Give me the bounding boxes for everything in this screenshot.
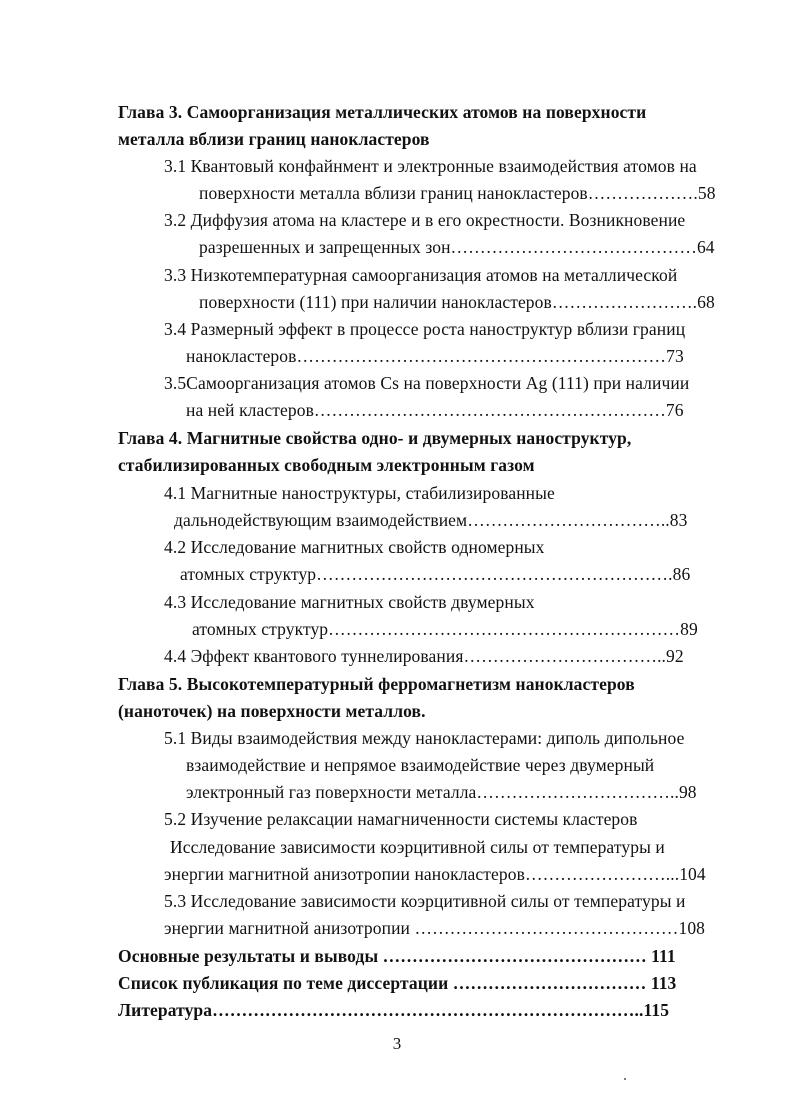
section-5-1-line-2: взаимодействие и непрямое взаимодействие через двумерный bbox=[186, 755, 655, 775]
literature-entry: Литература………………………………………………………………..115 bbox=[118, 1000, 670, 1020]
section-3-4-line-2: нанокластеров………………………………………………………73 bbox=[186, 346, 684, 366]
section-3-2-line-1: 3.2 Диффузия атома на кластере и в его окрестности. Возникновение bbox=[164, 210, 686, 230]
chapter-4-title-line-1: Глава 4. Магнитные свойства одно- и двумерных наноструктур, bbox=[118, 428, 632, 448]
section-3-2-line-2: разрешенных и запрещенных зон……………………………………64 bbox=[199, 237, 715, 257]
section-3-5-line-1: 3.5Самоорганизация атомов Cs на поверхности Ag (111) при наличии bbox=[164, 373, 690, 393]
section-3-4-line-1: 3.4 Размерный эффект в процессе роста наноструктур вблизи границ bbox=[164, 319, 686, 339]
section-3-1-line-1: 3.1 Квантовый конфайнмент и электронные взаимодействия атомов на bbox=[164, 156, 697, 176]
section-5-3-line-2: энергии магнитной анизотропии ………………………………………108 bbox=[164, 918, 706, 938]
section-5-2-line-1: 5.2 Изучение релаксации намагниченности системы кластеров bbox=[164, 809, 638, 829]
section-4-3-line-1: 4.3 Исследование магнитных свойств двумерных bbox=[164, 592, 535, 612]
section-3-1-line-2: поверхности металла вблизи границ нанокластеров……………….58 bbox=[199, 183, 716, 203]
section-4-2-line-1: 4.2 Исследование магнитных свойств одномерных bbox=[164, 537, 545, 557]
section-3-3-line-2: поверхности (111) при наличии нанокластеров…………………….68 bbox=[199, 292, 715, 312]
section-4-3-line-2: атомных структур……………………………………………………89 bbox=[192, 619, 698, 639]
section-4-2-line-2: атомных структур…………………………………………………….86 bbox=[180, 564, 691, 584]
section-4-1-line-1: 4.1 Магнитные наноструктуры, стабилизированные bbox=[164, 483, 555, 503]
chapter-3-title-line-2: металла вблизи границ нанокластеров bbox=[118, 129, 430, 149]
section-5-1-line-3: электронный газ поверхности металла……………………………..98 bbox=[186, 782, 697, 802]
chapter-5-title-line-1: Глава 5. Высокотемпературный ферромагнетизм нанокластеров bbox=[118, 674, 635, 694]
section-4-4-line-1: 4.4 Эффект квантового туннелирования……………………………..92 bbox=[164, 646, 684, 666]
publications-entry: Список публикация по теме диссертации …………………………… 113 bbox=[118, 973, 677, 993]
section-5-3-line-1: 5.3 Исследование зависимости коэрцитивной силы от температуры и bbox=[164, 891, 686, 911]
chapter-4-title-line-2: стабилизированных свободным электронным газом bbox=[118, 455, 535, 475]
results-entry: Основные результаты и выводы ……………………………………… 111 bbox=[118, 946, 676, 966]
chapter-5-title-line-2: (наноточек) на поверхности металлов. bbox=[118, 701, 426, 721]
chapter-3-title-line-1: Глава 3. Самоорганизация металлических атомов на поверхности bbox=[118, 102, 647, 122]
scan-speck bbox=[624, 1078, 626, 1080]
section-5-2-line-3: энергии магнитной анизотропии нанокластеров……………………...104 bbox=[164, 864, 706, 884]
section-5-2-line-2: Исследование зависимости коэрцитивной силы от температуры и bbox=[170, 837, 665, 857]
section-3-5-line-2: на ней кластеров……………………………………………………76 bbox=[186, 400, 684, 420]
section-5-1-line-1: 5.1 Виды взаимодействия между нанокластерами: диполь дипольное bbox=[164, 728, 685, 748]
page-number: 3 bbox=[392, 1034, 402, 1053]
section-3-3-line-1: 3.3 Низкотемпературная самоорганизация атомов на металлической bbox=[164, 265, 678, 285]
section-4-1-line-2: дальнодействующим взаимодействием……………………………..83 bbox=[174, 510, 688, 530]
